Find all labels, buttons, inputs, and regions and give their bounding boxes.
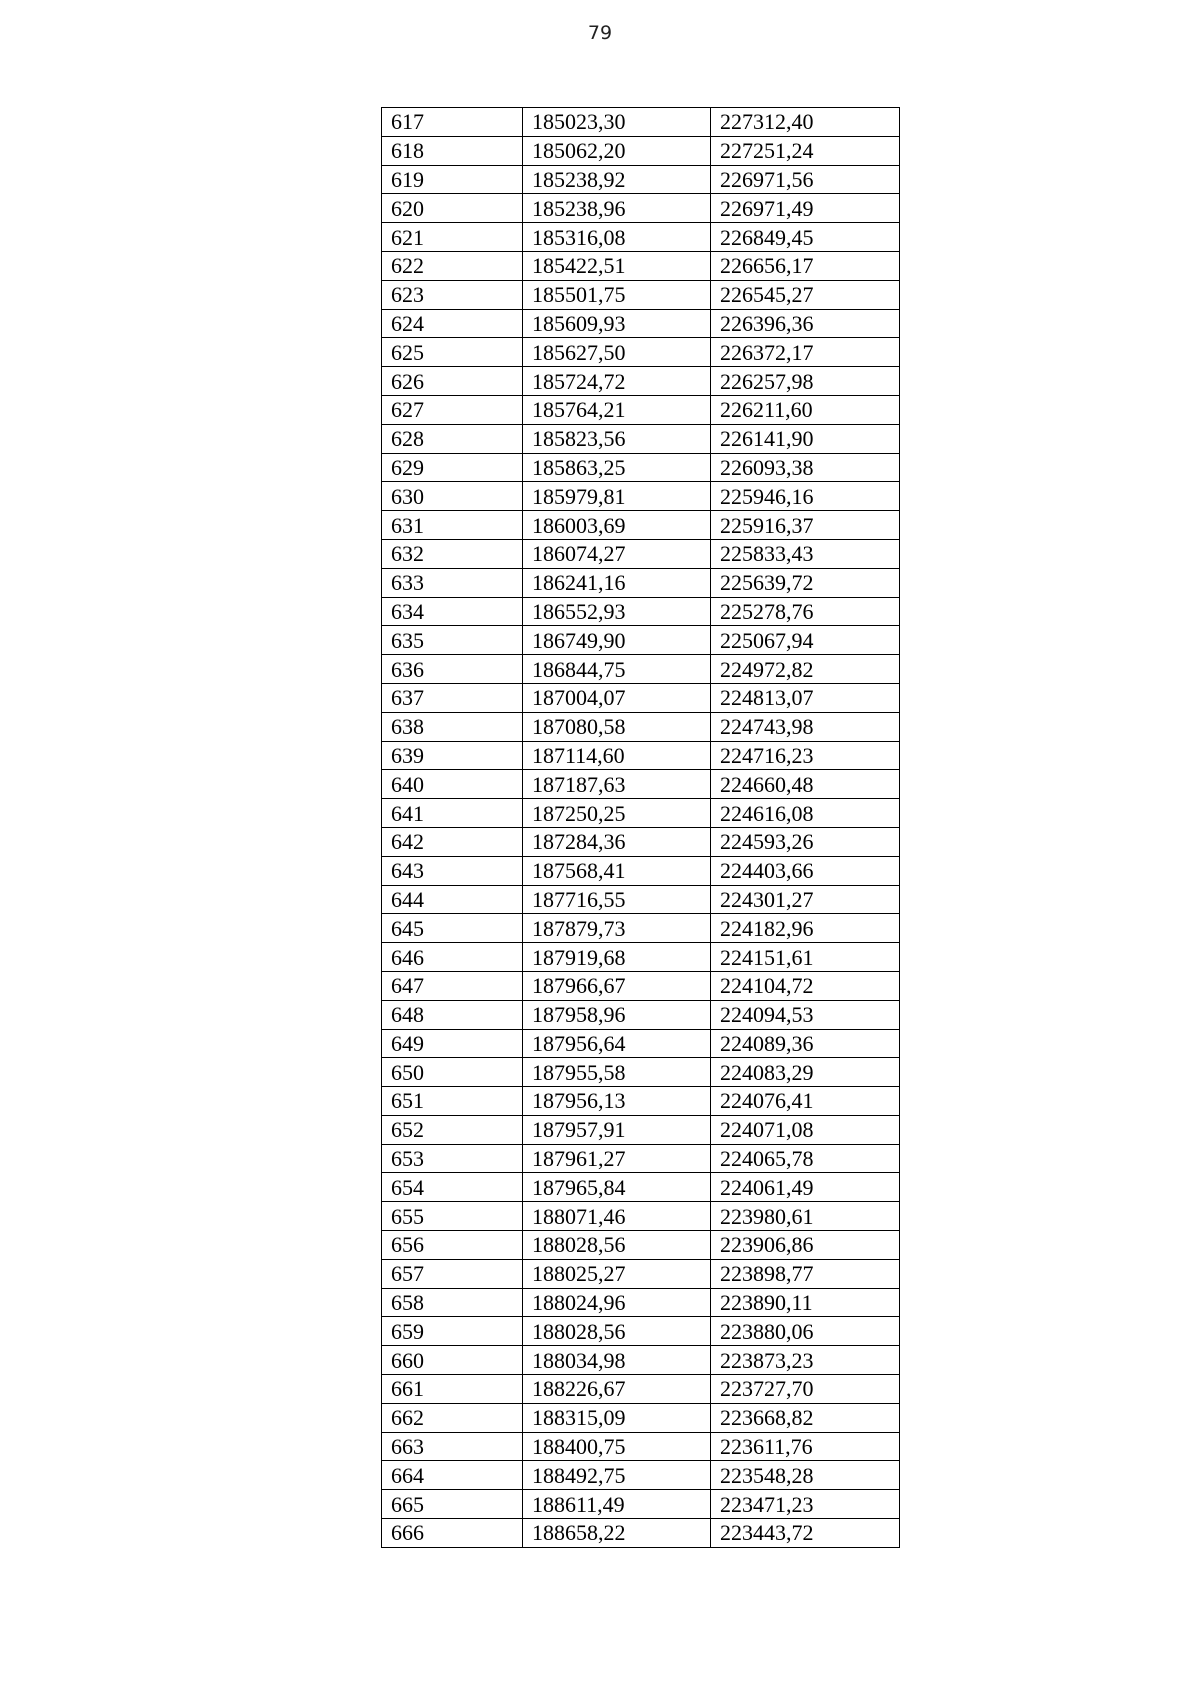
x-coordinate-cell: 185422,51: [523, 251, 711, 280]
table-row: [382, 1432, 900, 1461]
table-row: [382, 136, 900, 165]
y-coordinate-cell: 226656,17: [711, 251, 900, 280]
table-row: [382, 1288, 900, 1317]
table-row: [382, 165, 900, 194]
x-coordinate-cell: 187919,68: [523, 943, 711, 972]
y-coordinate-cell: 225916,37: [711, 511, 900, 540]
point-number-cell: 657: [382, 1259, 523, 1288]
y-coordinate-cell: 226372,17: [711, 338, 900, 367]
table-row: [382, 1461, 900, 1490]
point-number-cell: 646: [382, 943, 523, 972]
x-coordinate-cell: 188492,75: [523, 1461, 711, 1490]
table-row: [382, 655, 900, 684]
y-coordinate-cell: 223880,06: [711, 1317, 900, 1346]
y-coordinate-cell: 224083,29: [711, 1058, 900, 1087]
point-number-cell: 663: [382, 1432, 523, 1461]
x-coordinate-cell: 187957,91: [523, 1115, 711, 1144]
point-number-cell: 650: [382, 1058, 523, 1087]
point-number-cell: 628: [382, 424, 523, 453]
point-number-cell: 642: [382, 827, 523, 856]
table-row: [382, 683, 900, 712]
point-number-cell: 651: [382, 1087, 523, 1116]
x-coordinate-cell: 187004,07: [523, 683, 711, 712]
y-coordinate-cell: 224813,07: [711, 683, 900, 712]
table-row: [382, 1231, 900, 1260]
point-number-cell: 634: [382, 597, 523, 626]
point-number-cell: 632: [382, 539, 523, 568]
x-coordinate-cell: 186241,16: [523, 568, 711, 597]
point-number-cell: 627: [382, 395, 523, 424]
point-number-cell: 665: [382, 1490, 523, 1519]
point-number-cell: 648: [382, 1000, 523, 1029]
x-coordinate-cell: 187568,41: [523, 856, 711, 885]
table-row: [382, 885, 900, 914]
table-row: [382, 395, 900, 424]
y-coordinate-cell: 224616,08: [711, 799, 900, 828]
point-number-cell: 637: [382, 683, 523, 712]
table-row: [382, 971, 900, 1000]
table-row: [382, 827, 900, 856]
point-number-cell: 662: [382, 1403, 523, 1432]
y-coordinate-cell: 226141,90: [711, 424, 900, 453]
point-number-cell: 661: [382, 1375, 523, 1404]
x-coordinate-cell: 186844,75: [523, 655, 711, 684]
point-number-cell: 641: [382, 799, 523, 828]
table-row: [382, 251, 900, 280]
table-row: [382, 943, 900, 972]
table-row: [382, 108, 900, 137]
y-coordinate-cell: 227312,40: [711, 108, 900, 137]
point-number-cell: 660: [382, 1346, 523, 1375]
table-row: [382, 482, 900, 511]
y-coordinate-cell: 224151,61: [711, 943, 900, 972]
table-row: [382, 453, 900, 482]
x-coordinate-cell: 185724,72: [523, 367, 711, 396]
x-coordinate-cell: 185979,81: [523, 482, 711, 511]
point-number-cell: 619: [382, 165, 523, 194]
y-coordinate-cell: 224716,23: [711, 741, 900, 770]
table-row: [382, 1259, 900, 1288]
x-coordinate-cell: 185627,50: [523, 338, 711, 367]
table-row: [382, 741, 900, 770]
x-coordinate-cell: 187955,58: [523, 1058, 711, 1087]
y-coordinate-cell: 226093,38: [711, 453, 900, 482]
x-coordinate-cell: 186074,27: [523, 539, 711, 568]
y-coordinate-cell: 224972,82: [711, 655, 900, 684]
point-number-cell: 636: [382, 655, 523, 684]
table-row: [382, 1087, 900, 1116]
y-coordinate-cell: 224071,08: [711, 1115, 900, 1144]
y-coordinate-cell: 224182,96: [711, 914, 900, 943]
point-number-cell: 635: [382, 626, 523, 655]
y-coordinate-cell: 224301,27: [711, 885, 900, 914]
x-coordinate-cell: 188028,56: [523, 1317, 711, 1346]
point-number-cell: 623: [382, 280, 523, 309]
point-number-cell: 622: [382, 251, 523, 280]
point-number-cell: 621: [382, 223, 523, 252]
point-number-cell: 654: [382, 1173, 523, 1202]
x-coordinate-cell: 186749,90: [523, 626, 711, 655]
y-coordinate-cell: 226971,56: [711, 165, 900, 194]
x-coordinate-cell: 185501,75: [523, 280, 711, 309]
x-coordinate-cell: 185062,20: [523, 136, 711, 165]
point-number-cell: 643: [382, 856, 523, 885]
x-coordinate-cell: 188034,98: [523, 1346, 711, 1375]
table-row: [382, 367, 900, 396]
y-coordinate-cell: 223906,86: [711, 1231, 900, 1260]
y-coordinate-cell: 223898,77: [711, 1259, 900, 1288]
x-coordinate-cell: 186003,69: [523, 511, 711, 540]
table-row: [382, 1173, 900, 1202]
coordinates-table-body: [382, 108, 900, 1548]
y-coordinate-cell: 224403,66: [711, 856, 900, 885]
x-coordinate-cell: 188611,49: [523, 1490, 711, 1519]
table-row: [382, 223, 900, 252]
point-number-cell: 649: [382, 1029, 523, 1058]
y-coordinate-cell: 223890,11: [711, 1288, 900, 1317]
x-coordinate-cell: 188024,96: [523, 1288, 711, 1317]
point-number-cell: 645: [382, 914, 523, 943]
point-number-cell: 626: [382, 367, 523, 396]
y-coordinate-cell: 225946,16: [711, 482, 900, 511]
y-coordinate-cell: 226396,36: [711, 309, 900, 338]
x-coordinate-cell: 187080,58: [523, 712, 711, 741]
point-number-cell: 625: [382, 338, 523, 367]
table-row: [382, 1490, 900, 1519]
y-coordinate-cell: 226211,60: [711, 395, 900, 424]
table-row: [382, 194, 900, 223]
x-coordinate-cell: 188226,67: [523, 1375, 711, 1404]
x-coordinate-cell: 186552,93: [523, 597, 711, 626]
y-coordinate-cell: 224660,48: [711, 770, 900, 799]
table-row: [382, 1029, 900, 1058]
x-coordinate-cell: 188658,22: [523, 1519, 711, 1548]
point-number-cell: 630: [382, 482, 523, 511]
x-coordinate-cell: 187187,63: [523, 770, 711, 799]
y-coordinate-cell: 223727,70: [711, 1375, 900, 1404]
y-coordinate-cell: 227251,24: [711, 136, 900, 165]
point-number-cell: 655: [382, 1202, 523, 1231]
y-coordinate-cell: 224104,72: [711, 971, 900, 1000]
table-row: [382, 597, 900, 626]
y-coordinate-cell: 226545,27: [711, 280, 900, 309]
table-row: [382, 424, 900, 453]
x-coordinate-cell: 185609,93: [523, 309, 711, 338]
table-row: [382, 338, 900, 367]
y-coordinate-cell: 224061,49: [711, 1173, 900, 1202]
x-coordinate-cell: 188315,09: [523, 1403, 711, 1432]
point-number-cell: 652: [382, 1115, 523, 1144]
x-coordinate-cell: 187114,60: [523, 741, 711, 770]
y-coordinate-cell: 223443,72: [711, 1519, 900, 1548]
point-number-cell: 644: [382, 885, 523, 914]
table-row: [382, 539, 900, 568]
x-coordinate-cell: 185023,30: [523, 108, 711, 137]
y-coordinate-cell: 224743,98: [711, 712, 900, 741]
x-coordinate-cell: 188400,75: [523, 1432, 711, 1461]
y-coordinate-cell: 223873,23: [711, 1346, 900, 1375]
table-row: [382, 770, 900, 799]
point-number-cell: 639: [382, 741, 523, 770]
point-number-cell: 666: [382, 1519, 523, 1548]
point-number-cell: 631: [382, 511, 523, 540]
y-coordinate-cell: 224065,78: [711, 1144, 900, 1173]
y-coordinate-cell: 225833,43: [711, 539, 900, 568]
y-coordinate-cell: 225278,76: [711, 597, 900, 626]
x-coordinate-cell: 185238,92: [523, 165, 711, 194]
point-number-cell: 653: [382, 1144, 523, 1173]
y-coordinate-cell: 226849,45: [711, 223, 900, 252]
table-row: [382, 1058, 900, 1087]
point-number-cell: 629: [382, 453, 523, 482]
table-row: [382, 712, 900, 741]
table-row: [382, 511, 900, 540]
table-row: [382, 1144, 900, 1173]
table-row: [382, 1115, 900, 1144]
y-coordinate-cell: 224593,26: [711, 827, 900, 856]
point-number-cell: 656: [382, 1231, 523, 1260]
point-number-cell: 640: [382, 770, 523, 799]
x-coordinate-cell: 187961,27: [523, 1144, 711, 1173]
table-row: [382, 309, 900, 338]
point-number-cell: 664: [382, 1461, 523, 1490]
y-coordinate-cell: 225639,72: [711, 568, 900, 597]
x-coordinate-cell: 187284,36: [523, 827, 711, 856]
point-number-cell: 633: [382, 568, 523, 597]
y-coordinate-cell: 225067,94: [711, 626, 900, 655]
y-coordinate-cell: 223548,28: [711, 1461, 900, 1490]
x-coordinate-cell: 187956,64: [523, 1029, 711, 1058]
x-coordinate-cell: 185863,25: [523, 453, 711, 482]
table-row: [382, 1519, 900, 1548]
table-row: [382, 1346, 900, 1375]
y-coordinate-cell: 223668,82: [711, 1403, 900, 1432]
x-coordinate-cell: 185238,96: [523, 194, 711, 223]
point-number-cell: 617: [382, 108, 523, 137]
x-coordinate-cell: 185823,56: [523, 424, 711, 453]
table-row: [382, 1403, 900, 1432]
table-row: [382, 799, 900, 828]
table-row: [382, 1202, 900, 1231]
x-coordinate-cell: 187879,73: [523, 914, 711, 943]
page-number: 79: [587, 22, 613, 44]
table-row: [382, 1317, 900, 1346]
table-row: [382, 280, 900, 309]
y-coordinate-cell: 226971,49: [711, 194, 900, 223]
table-row: [382, 1375, 900, 1404]
point-number-cell: 658: [382, 1288, 523, 1317]
y-coordinate-cell: 224094,53: [711, 1000, 900, 1029]
x-coordinate-cell: 187956,13: [523, 1087, 711, 1116]
x-coordinate-cell: 188071,46: [523, 1202, 711, 1231]
coordinates-table: [381, 107, 900, 1548]
table-row: [382, 914, 900, 943]
point-number-cell: 618: [382, 136, 523, 165]
point-number-cell: 620: [382, 194, 523, 223]
point-number-cell: 624: [382, 309, 523, 338]
y-coordinate-cell: 224076,41: [711, 1087, 900, 1116]
x-coordinate-cell: 188028,56: [523, 1231, 711, 1260]
table-row: [382, 1000, 900, 1029]
y-coordinate-cell: 224089,36: [711, 1029, 900, 1058]
y-coordinate-cell: 223471,23: [711, 1490, 900, 1519]
x-coordinate-cell: 187250,25: [523, 799, 711, 828]
x-coordinate-cell: 187966,67: [523, 971, 711, 1000]
x-coordinate-cell: 187965,84: [523, 1173, 711, 1202]
x-coordinate-cell: 188025,27: [523, 1259, 711, 1288]
point-number-cell: 638: [382, 712, 523, 741]
y-coordinate-cell: 226257,98: [711, 367, 900, 396]
table-row: [382, 626, 900, 655]
x-coordinate-cell: 185316,08: [523, 223, 711, 252]
x-coordinate-cell: 187716,55: [523, 885, 711, 914]
x-coordinate-cell: 185764,21: [523, 395, 711, 424]
x-coordinate-cell: 187958,96: [523, 1000, 711, 1029]
y-coordinate-cell: 223980,61: [711, 1202, 900, 1231]
table-row: [382, 856, 900, 885]
point-number-cell: 647: [382, 971, 523, 1000]
y-coordinate-cell: 223611,76: [711, 1432, 900, 1461]
table-row: [382, 568, 900, 597]
point-number-cell: 659: [382, 1317, 523, 1346]
